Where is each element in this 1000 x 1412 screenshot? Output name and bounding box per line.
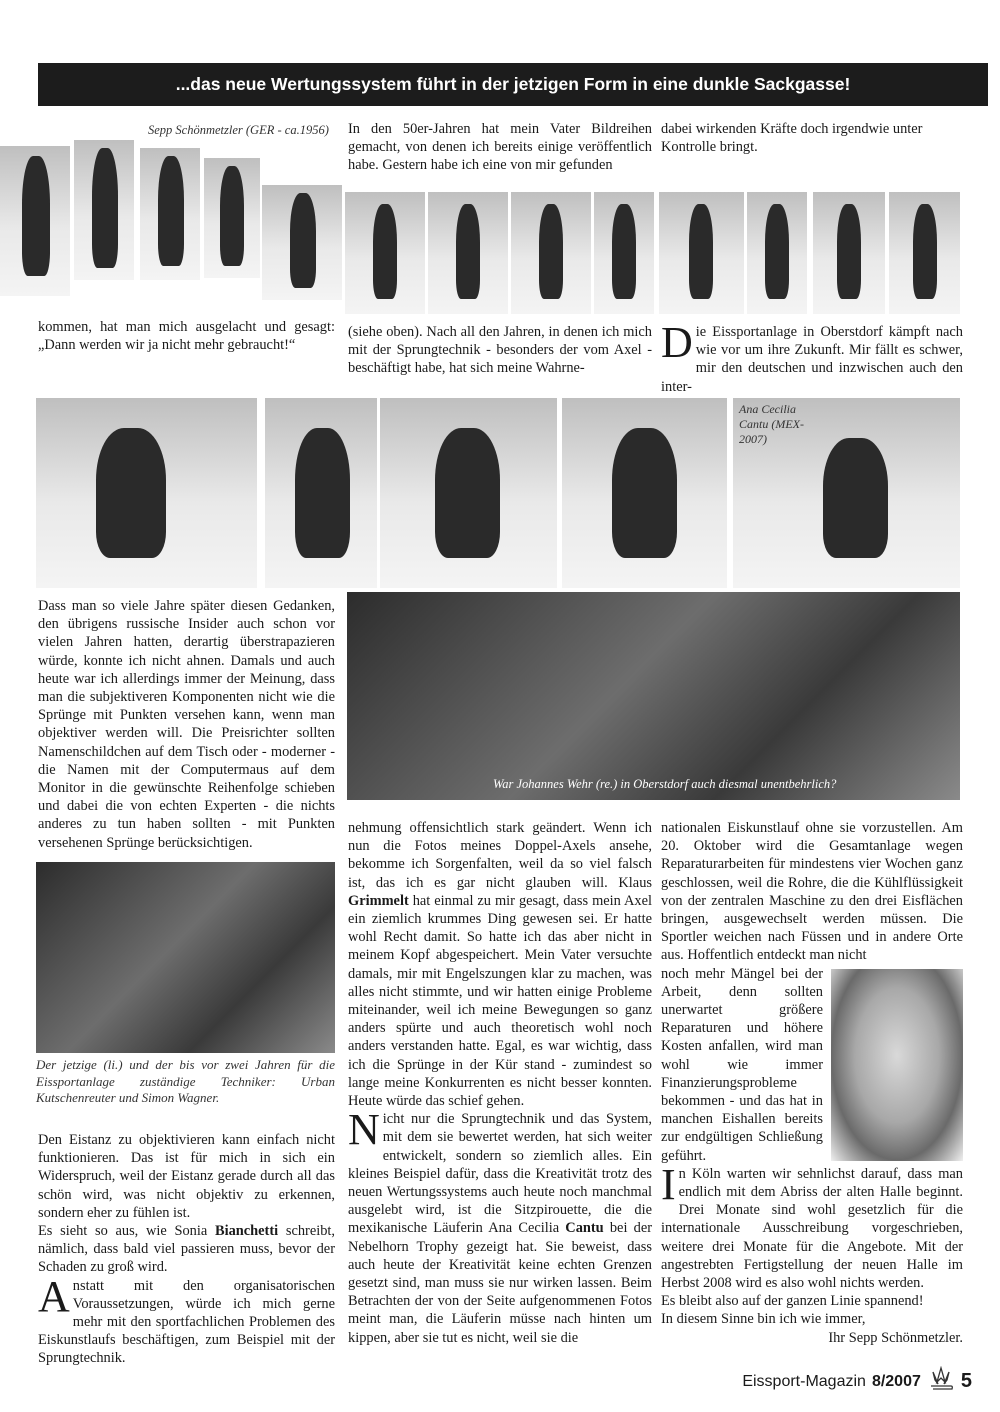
- col1-text-upper: Dass man so viele Jahre später diesen Gedanken, den übrigens russische Insider auch schon vor vielen Jahren hatten, derartig überstrapazieren würde, konnte ich nicht ahnen. Damals und auch heute war ich allerdings immer der Meinung, dass man die subjektiveren Komponenten nicht wie die Sprünge mit Punkten versehen kann, wenn man objektiver werden will. Die Preisrichter sollten Namenschildchen auf dem Tisch oder - moderner - die Namen mit der Computermaus auf dem Monitor in die gewünschte Reihenfolge schieben und dabei die von echten Experten - die nichts anderes zu tun haben sollten - mit Punkten versehenen Sprünge berücksichtigen.: [38, 598, 335, 851]
- photo-frame: [140, 148, 200, 280]
- photo-frame: [562, 398, 727, 588]
- col2-text: nehmung offensichtlich stark geändert. Wenn ich nun die Fotos meines Doppel-Axels ansehe, bekomme ich Sorgenfalten, weil da so viel falsch ist, das ich es gar nicht glauben will. Klaus Grimmelt hat einmal zu mir gesagt, dass mein Axel ein ziemlich krummes Ding gewesen sei. Er hatte wohl Recht damit. So hatte ich das aber nicht in meinem Kopf abgespeichert. Mein Vater versuchte damals, mir mit Engelszungen klar zu machen, was alles nicht stimmte, und wir hatten einige Probleme miteinander, weil ich meine Bewegungen so ganz anders spürte und auch theoretisch wohl noch anders verstanden hatte. Egal, es war wichtig, dass ich die Sprünge in der Kür stand - zumindest so lange meine Konkurrenten es nicht besser konnten. Heute würde das schief gehen. Nicht nur die Sprungtechnik und das System, mit dem sie bewertet werden, hat sich weiter entwickelt, sondern so ziemlich alles. Ein kleines Beispiel dafür, dass die Kreativität trotz des neuen Wertungssystems auch heute noch manchmal ausgelebt wird, ist die Sitzpirouette, die die mexikanische Läuferin Ana Cecilia Cantu bei der Nebelhorn Trophy gezeigt hat. Sie beweist, dass auch heute der Kreativität keine echten Grenzen gesetzt sind, man muss sie nur wirken lassen. Beim Betrachten der von der Seite aufgenommenen Fotos meint man, die Läuferin müsse nach hinten um kippen, aber sie tut es nicht, weil sie die: [348, 820, 652, 1346]
- drop-cap: I: [661, 1159, 676, 1209]
- drop-cap: N: [348, 1105, 380, 1155]
- caption-technicians: Der jetzige (li.) und der bis vor zwei Jahren für die Eissportanlage zuständige Techniker: Urban Kutschenreuter und Simon Wagner.: [36, 1057, 335, 1105]
- mid-col3-text: Die Eissportanlage in Oberstdorf kämpft nach wie vor um ihre Zukunft. Mir fällt es schwer, mir den deutschen und inzwischen auch den inter-: [661, 318, 963, 395]
- top-col2-text: In den 50er-Jahren hat mein Vater Bildreihen gemacht, von denen ich bereits einige veröffentlich habe. Gestern habe ich eine von mir gefunden: [348, 121, 652, 174]
- photo-frame: [747, 192, 807, 314]
- page-footer: [742, 1366, 972, 1397]
- photo-frame: [733, 398, 960, 588]
- photo-frame: [0, 146, 70, 296]
- photo-frame: [36, 398, 257, 588]
- photo-frame: [428, 192, 508, 314]
- headline-banner: [38, 63, 988, 106]
- col1-text-lower: Den Eistanz zu objektivieren kann einfach nicht funktionieren. Das ist für mich in sich ein Widerspruch, weil der Eistanz gerade durch all das schön wird, was nicht objektiv zu erkennen, sondern eher zu fühlen ist. Es sieht so aus, wie Sonia Bianchetti schreibt, nämlich, dass bald viel passieren muss, bevor der Schaden zu groß wird. Anstatt mit den organisatorischen Voraussetzungen, würde ich mich gerne mehr mit den sportfachlichen Problemen des Eiskunstlaufs beschäftigen, zum Beispiel mit der Sprungtechnik.: [38, 1132, 336, 1367]
- caption-sepp-1956: Sepp Schönmetzler (GER - ca.1956): [148, 123, 329, 137]
- issue-number: 8/2007: [871, 1372, 921, 1390]
- photo-technicians: [36, 862, 335, 1053]
- headline: ...das neue Wertungssystem führt in der jetzigen Form in eine dunkle Sackgasse!: [175, 74, 851, 94]
- photo-frame: [265, 398, 377, 588]
- portrait-sepp-schoenmetzler: [831, 969, 963, 1161]
- caption-cantu: Ana Cecilia Cantu (MEX-2007): [739, 402, 804, 446]
- skate-logo-icon: [927, 1366, 955, 1397]
- photo-frame: [659, 192, 744, 314]
- caption-wehr: War Johannes Wehr (re.) in Oberstdorf auch diesmal unentbehrlich?: [493, 776, 837, 791]
- photo-frame: [889, 192, 960, 314]
- photo-frame: [594, 192, 654, 314]
- photo-sequence-1956-right: [345, 192, 960, 314]
- photo-judges: [347, 592, 960, 800]
- photo-frame: [511, 192, 591, 314]
- signature: Ihr Sepp Schönmetzler.: [828, 1329, 963, 1346]
- photo-frame: [813, 192, 885, 314]
- mid-col2-text: (siehe oben). Nach all den Jahren, in denen ich mich mit der Sprungtechnik - besonders der vom Axel - beschäftigt habe, hat sich meine Wahrne-: [348, 324, 652, 377]
- photo-sequence-cantu: [36, 398, 960, 588]
- photo-frame: [204, 158, 260, 278]
- drop-cap: D: [661, 318, 693, 367]
- page-number: 5: [960, 1370, 972, 1392]
- col3-text: nationalen Eiskunstlauf ohne sie vorzustellen. Am 20. Oktober wird die Gesamtanlage wegen Reparaturarbeiten für mindestens vier Wochen ganz geschlossen, weil die Rohre, die die Kühlflüssigkeit von der zentralen Maschine zu den drei Eisflächen bringen, ausgewechselt werden müssen. Die Sportler weichen nach Füssen und in andere Orte aus. Hoffentlich entdeckt man nicht noch mehr Mängel bei der Arbeit, denn sollten unerwartet größere Reparaturen und höhere Kosten anfallen, wird man wohl wie immer Finanzierungsprobleme bekommen - und das hat in manchen Eishallen bereits zur endgültigen Schließung geführt. In Köln warten wir sehnlichst darauf, dass man endlich mit dem Abriss der alten Halle beginnt. Drei Monate sind wohl gesetzlich für die internationale Ausschreibung vorgeschrieben, weitere drei Monate für die Angebote. Mit der angestrebten Fertigstellung der neuen Halle im Herbst 2008 wird es also wohl nichts werden. Es bleibt also auf der ganzen Linie spannend! In diesem Sinne bin ich wie immer, Ihr Sepp Schönmetzler.: [661, 820, 963, 1346]
- mid-col1-text: kommen, hat man mich ausgelacht und gesagt: „Dann werden wir ja nicht mehr gebraucht!“: [38, 319, 335, 354]
- magazine-name: Eissport-Magazin: [742, 1372, 866, 1390]
- top-col3-text: dabei wirkenden Kräfte doch irgendwie unter Kontrolle bringt.: [661, 121, 923, 156]
- photo-frame: [262, 185, 342, 300]
- photo-frame: [74, 140, 134, 280]
- drop-cap: A: [38, 1271, 70, 1321]
- photo-frame: [380, 398, 557, 588]
- photo-sequence-1956: [0, 140, 345, 300]
- photo-frame: [345, 192, 425, 314]
